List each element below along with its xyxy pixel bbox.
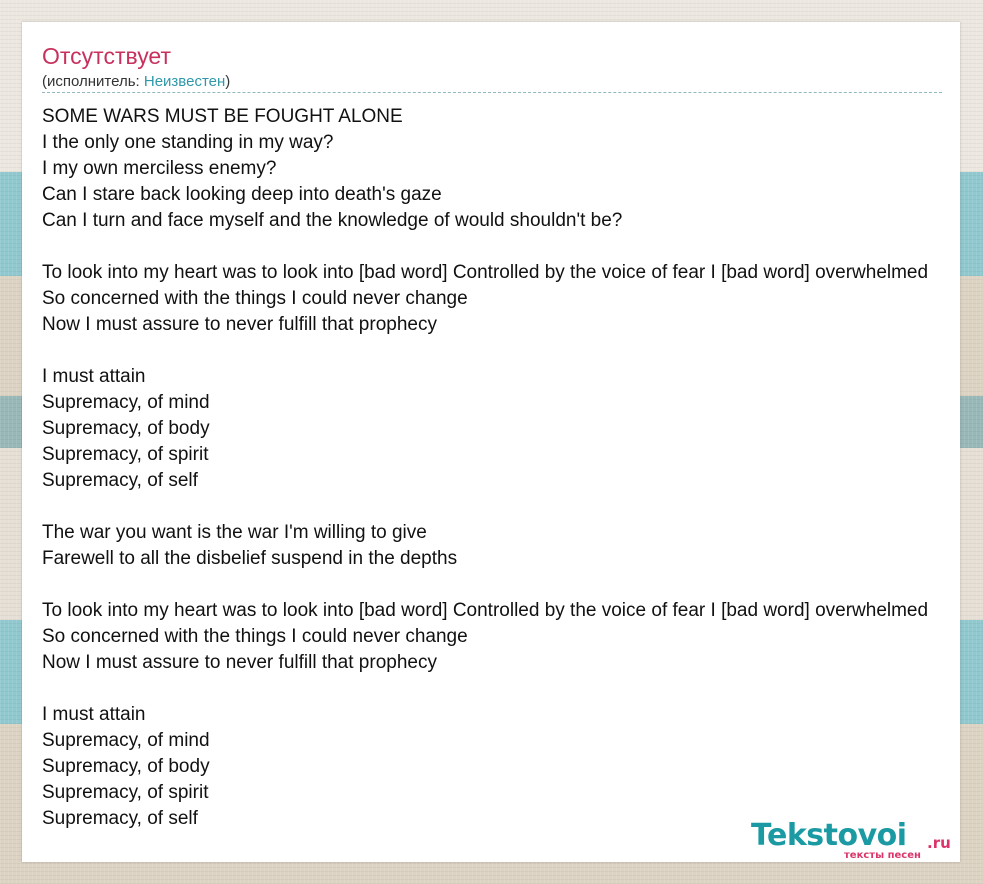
logo-tagline: тексты песен xyxy=(844,850,921,861)
logo-wordmark: Tekstovoi xyxy=(751,818,907,853)
lyric-line: Supremacy, of self xyxy=(42,808,198,829)
lyric-line: I the only one standing in my way? xyxy=(42,132,334,153)
lyric-blank-line xyxy=(42,234,928,260)
title-divider xyxy=(42,92,942,93)
lyric-line: I my own merciless enemy? xyxy=(42,158,277,179)
lyrics-card xyxy=(22,22,960,862)
lyric-line: Now I must assure to never fulfill that prophecy xyxy=(42,314,437,335)
lyric-blank-line xyxy=(42,676,928,702)
artist-prefix: (исполнитель: xyxy=(42,73,144,90)
lyric-line: Supremacy, of spirit xyxy=(42,444,209,465)
lyric-line: Can I turn and face myself and the knowledge of would shouldn't be? xyxy=(42,210,623,231)
lyric-line: Supremacy, of body xyxy=(42,418,210,439)
lyric-line: Can I stare back looking deep into death's gaze xyxy=(42,184,442,205)
lyric-blank-line xyxy=(42,572,928,598)
lyric-line: So concerned with the things I could never change xyxy=(42,288,468,309)
lyric-line: To look into my heart was to look into [bad word] Controlled by the voice of fear I [bad word] overwhelmed xyxy=(42,262,929,283)
lyric-line: Supremacy, of self xyxy=(42,470,198,491)
lyric-line: To look into my heart was to look into [bad word] Controlled by the voice of fear I [bad word] overwhelmed xyxy=(42,600,929,621)
lyric-line: Supremacy, of mind xyxy=(42,392,210,413)
lyrics-text xyxy=(42,104,928,832)
artist-suffix: ) xyxy=(225,73,231,90)
site-logo[interactable] xyxy=(751,818,961,864)
song-title: Отсутствует xyxy=(42,43,171,69)
lyric-line: Supremacy, of spirit xyxy=(42,782,209,803)
lyric-blank-line xyxy=(42,494,928,520)
lyric-line: I must attain xyxy=(42,366,146,387)
lyric-line: SOME WARS MUST BE FOUGHT ALONE xyxy=(42,106,403,127)
lyric-line: Now I must assure to never fulfill that prophecy xyxy=(42,652,437,673)
lyric-line: Farewell to all the disbelief suspend in the depths xyxy=(42,548,458,569)
lyric-line: The war you want is the war I'm willing to give xyxy=(42,522,427,543)
logo-domain: .ru xyxy=(927,834,951,852)
lyric-line: I must attain xyxy=(42,704,146,725)
artist-link[interactable]: Неизвестен xyxy=(143,73,226,90)
lyric-line: So concerned with the things I could never change xyxy=(42,626,468,647)
artist-line xyxy=(42,73,230,90)
lyric-blank-line xyxy=(42,338,928,364)
lyric-line: Supremacy, of body xyxy=(42,756,210,777)
lyric-line: Supremacy, of mind xyxy=(42,730,210,751)
